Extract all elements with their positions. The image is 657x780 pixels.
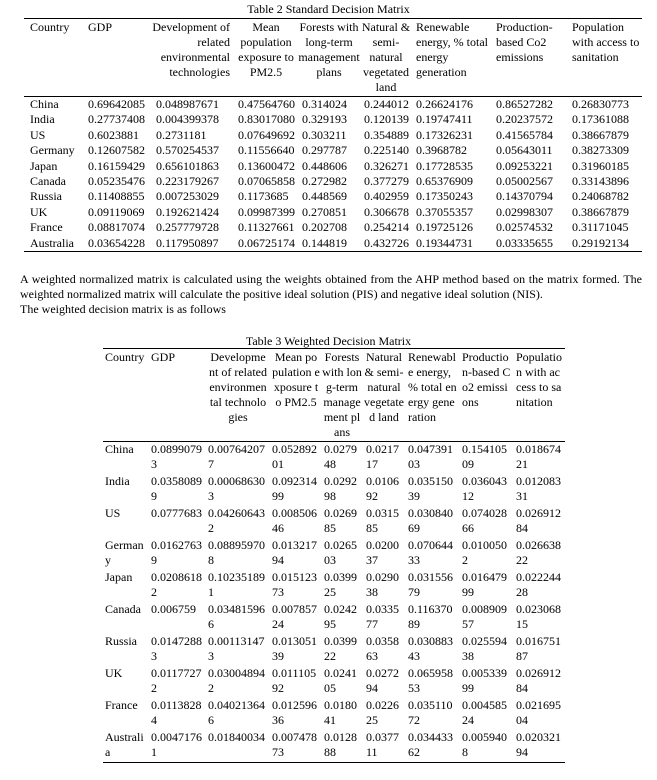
column-header: GDP [147,349,204,442]
table-cell: 0.02032194 [512,730,565,763]
table-cell: 0.24068782 [572,189,629,204]
table-cell: 0.17326231 [416,127,473,142]
table-cell: 0.0059408 [458,730,512,763]
row-country-cell: China [105,442,134,456]
table-cell: 0.029298 [324,474,357,503]
table-cell: 0.01512373 [272,570,317,599]
table-cell: 0.33143896 [572,174,629,189]
table-cell: 0.254214 [364,220,409,235]
table-cell: 0.14370794 [496,189,553,204]
table-cell: 0.031585 [366,506,399,535]
table-cell: 0.08817074 [88,220,145,235]
table-cell: 0.297787 [302,143,347,158]
row-country-cell: China [30,97,59,111]
table-cell: 0.272982 [302,174,347,189]
row-country-cell: India [30,112,55,127]
table-cell: 0.15410509 [462,442,507,471]
table-cell: 0.042606432 [208,506,265,535]
weighted-decision-matrix-table [103,348,565,763]
table-row [24,205,642,220]
row-country-cell: Canada [30,174,66,189]
table-cell: 0.07402866 [462,506,507,535]
table-cell: 0.03654228 [82,236,152,252]
table-cell: 0.048987671 [156,97,219,111]
table-cell: 0.04739103 [408,442,453,471]
table-cell: 0.102351891 [208,570,265,599]
column-header: Natural & semi-natural vegetated land [362,349,404,442]
table-cell: 0.448606 [302,158,347,173]
row-country-cell: Germany [105,538,144,567]
table-cell: 0.018041 [324,698,357,727]
column-header: GDP [82,19,152,97]
table-cell: 0.08990793 [151,442,202,471]
table-cell: 0.02998307 [496,204,553,219]
table-cell: 0.38667879 [572,127,629,142]
table-cell: 0.006759 [151,602,196,616]
table-cell: 0.41565784 [496,127,553,142]
table-cell: 0.17350243 [416,189,473,204]
table-cell: 0.02224428 [516,570,561,599]
column-header: Forests with long-term management plans [320,349,362,442]
table-cell: 0.027948 [324,442,357,471]
table-row [103,666,565,698]
table-cell: 0.0100502 [462,538,507,567]
table-row [24,159,642,174]
table-cell: 0.17361088 [572,112,629,127]
table-cell: 0.12607582 [88,143,145,158]
table-cell: 0.09119069 [88,204,145,219]
table-cell: 0.03511072 [408,698,453,727]
table-cell: 0.09253221 [496,158,553,173]
table-row [24,112,642,127]
table-cell: 0.01472883 [151,634,202,663]
column-header: Production-based Co2 emissions [492,19,568,97]
table3-caption: Table 3 Weighted Decision Matrix [245,334,412,348]
table-cell: 0.47564760 [238,97,295,111]
table-cell: 0.021717 [366,442,399,471]
table-cell: 0.03088343 [408,634,453,663]
table-cell: 0.223179267 [156,174,219,189]
table-cell: 0.01208331 [516,474,561,503]
table-cell: 0.03155679 [408,570,453,599]
table-cell: 0.326271 [364,158,409,173]
table-cell: 0.17728535 [416,158,473,173]
table-cell: 0.01110592 [272,666,317,695]
table-cell: 0.38667879 [572,204,629,219]
table-cell: 0.29192134 [568,236,642,252]
table-row [103,442,565,475]
table-cell: 0.11327661 [238,220,295,235]
table-row [103,570,565,602]
column-header: Country [24,19,82,97]
table-cell: 0.007253029 [156,189,219,204]
table-cell: 0.027294 [366,666,399,695]
table-cell: 0.012888 [320,730,362,763]
body-paragraph [20,272,642,317]
row-country-cell: UK [30,204,48,219]
table-cell: 0.01138284 [151,698,202,727]
table-cell: 0.0777683 [151,506,202,520]
table-cell: 0.007642077 [208,442,265,471]
row-country-cell: Australia [24,236,82,252]
table-cell: 0.02086182 [151,570,202,599]
table-cell: 0.31960185 [572,158,629,173]
table-row [103,634,565,666]
column-header: Renewable energy, % total energy generation [412,19,492,97]
table-cell: 0.120139 [364,112,409,127]
table-cell: 0.05002567 [496,174,553,189]
table-cell: 0.01675187 [516,634,561,663]
table-cell: 0.024105 [324,666,357,695]
table-cell: 0.09987399 [238,204,295,219]
table-cell: 0.11637089 [408,602,453,631]
row-country-cell: US [105,506,121,520]
table-cell: 0.088959708 [208,538,265,567]
table-cell: 0.00785724 [272,602,317,631]
table-cell: 0.329193 [302,112,347,127]
table-cell: 0.402959 [364,189,409,204]
table-row [103,730,565,763]
table-cell: 0.037711 [362,730,404,763]
column-header: Population with access to sanitation [568,19,642,97]
table-cell: 0.07649692 [238,127,295,142]
table-row [24,97,642,113]
table-cell: 0.026503 [324,538,357,567]
row-country-cell: Russia [105,634,138,648]
column-header: Population with access to sanitation [512,349,565,442]
table-row [103,538,565,570]
table-cell: 0.83017080 [238,112,295,127]
table-cell: 0.19747411 [416,112,473,127]
row-country-cell: India [105,474,130,488]
table-cell: 0.448569 [302,189,347,204]
table-cell: 0.01321794 [272,538,317,567]
table-cell: 0.03580899 [151,474,202,503]
table-cell: 0.00747873 [268,730,320,763]
table-cell: 0.09231499 [272,474,317,503]
table-cell: 0.05289201 [272,442,317,471]
column-header: Natural & semi-natural vegetated land [360,19,412,97]
table-cell: 0.01259636 [272,698,317,727]
table-row [24,143,642,158]
table-row [24,174,642,189]
table-header-row [103,349,565,442]
table-row [24,189,642,204]
table-cell: 0.00458524 [462,698,507,727]
table-cell: 0.432726 [360,236,412,252]
table-cell: 0.033577 [366,602,399,631]
table-cell: 0.00471761 [147,730,204,763]
table-cell: 0.029038 [366,570,399,599]
table-cell: 0.1173685 [238,189,289,204]
table-cell: 0.03335655 [492,236,568,252]
table-cell: 0.01840034 [204,730,268,763]
column-header: Development of related environmental technologies [204,349,268,442]
table-cell: 0.01627639 [151,538,202,567]
table-header-row [24,19,642,97]
table-cell: 0.010692 [366,474,399,503]
table-cell: 0.03604312 [462,474,507,503]
table-cell: 0.38273309 [572,143,629,158]
row-country-cell: US [30,127,46,142]
table-cell: 0.06725174 [234,236,298,252]
table-cell: 0.225140 [364,143,409,158]
table-cell: 0.00850646 [272,506,317,535]
table-cell: 0.13600472 [238,158,295,173]
row-country-cell: Russia [30,189,63,204]
row-country-cell: Germany [30,143,75,158]
table-cell: 0.117950897 [152,236,234,252]
column-header: Forests with long-term management plans [298,19,360,97]
table-cell: 0.07064433 [408,538,453,567]
table-cell: 0.035863 [366,634,399,663]
table-cell: 0.86527282 [496,97,553,111]
table-cell: 0.26830773 [572,97,629,111]
table-cell: 0.69642085 [88,97,145,111]
table-cell: 0.144819 [298,236,360,252]
table-cell: 0.11408855 [88,189,145,204]
table-cell: 0.03515039 [408,474,453,503]
table-cell: 0.03084069 [408,506,453,535]
table-row [24,128,642,143]
table-cell: 0.07065858 [238,174,295,189]
table-cell: 0.192621424 [156,204,219,219]
table-cell: 0.306678 [364,204,409,219]
table-cell: 0.303211 [302,127,347,142]
table-cell: 0.05235476 [88,174,145,189]
table-cell: 0.31171045 [572,220,629,235]
table-cell: 0.244012 [364,97,409,111]
table-cell: 0.65376909 [416,174,473,189]
column-header: Development of related environmental technologies [152,19,234,97]
table-cell: 0.314024 [302,97,347,111]
table-cell: 0.039922 [324,634,357,663]
table-row [103,474,565,506]
table-cell: 0.01867421 [516,442,561,471]
table-cell: 0.01647999 [462,570,507,599]
table-cell: 0.01177272 [151,666,202,695]
table-cell: 0.354889 [364,127,409,142]
row-country-cell: Australia [103,730,147,763]
table-cell: 0.11556640 [238,143,295,158]
table-cell: 0.02306815 [516,602,561,631]
table-cell: 0.039925 [324,570,357,599]
table-cell: 0.030048942 [208,666,265,695]
table-cell: 0.02559438 [462,634,507,663]
table-cell: 0.001131473 [208,634,265,663]
row-country-cell: Canada [105,602,141,616]
table-row [103,506,565,538]
table-cell: 0.20237572 [496,112,553,127]
row-country-cell: UK [105,666,123,680]
table-cell: 0.01305139 [272,634,317,663]
table-cell: 0.270851 [302,204,347,219]
table-cell: 0.19725126 [416,220,473,235]
table-cell: 0.000686303 [208,474,265,503]
table-row [103,698,565,730]
table-cell: 0.026985 [324,506,357,535]
table-cell: 0.02574532 [496,220,553,235]
column-header: Mean population exposure to PM2.5 [268,349,320,442]
row-country-cell: France [105,698,138,712]
table-cell: 0.377279 [364,174,409,189]
table-cell: 0.2731181 [156,127,207,142]
column-header: Renewable energy, % total energy generation [404,349,458,442]
table-cell: 0.034815966 [208,602,265,631]
table-cell: 0.6023881 [88,127,139,142]
column-header: Mean population exposure to PM2.5 [234,19,298,97]
table-cell: 0.03443362 [404,730,458,763]
table-cell: 0.257779728 [156,220,219,235]
table-cell: 0.004399378 [156,112,219,127]
column-header: Production-based Co2 emissions [458,349,512,442]
table-cell: 0.19344731 [412,236,492,252]
table-cell: 0.02169504 [516,698,561,727]
paragraph-text: A weighted normalized matrix is calculated using the weights obtained from the AHP method based on the matrix formed. The weighted normalized matrix will calculate the positive ideal solution (PIS) and negative ideal solution (NIS). [20,272,642,301]
table-cell: 0.040213646 [208,698,265,727]
table-cell: 0.05643011 [496,143,553,158]
table-cell: 0.37055357 [416,204,473,219]
table-cell: 0.26624176 [416,97,473,111]
table-cell: 0.00533999 [462,666,507,695]
table-cell: 0.00890957 [462,602,507,631]
standard-decision-matrix-table [24,18,642,252]
row-country-cell: France [30,220,63,235]
table-cell: 0.16159429 [88,158,145,173]
table-cell: 0.202708 [302,220,347,235]
column-header: Country [103,349,147,442]
table-cell: 0.06595853 [408,666,453,695]
table-cell: 0.02663822 [516,538,561,567]
paragraph-text: The weighted decision matrix is as follows [20,302,226,316]
table2-caption: Table 2 Standard Decision Matrix [247,2,410,16]
row-country-cell: Japan [30,158,58,173]
table-row [24,220,642,235]
table-cell: 0.022625 [366,698,399,727]
table-row [24,236,642,252]
table-cell: 0.3968782 [416,143,467,158]
table-cell: 0.024295 [324,602,357,631]
table-cell: 0.656101863 [156,158,219,173]
table-cell: 0.27737408 [88,112,145,127]
table-cell: 0.020037 [366,538,399,567]
table-row [103,602,565,634]
table-cell: 0.570254537 [156,143,219,158]
table-cell: 0.02691284 [516,506,561,535]
table-cell: 0.02691284 [516,666,561,695]
row-country-cell: Japan [105,570,133,584]
